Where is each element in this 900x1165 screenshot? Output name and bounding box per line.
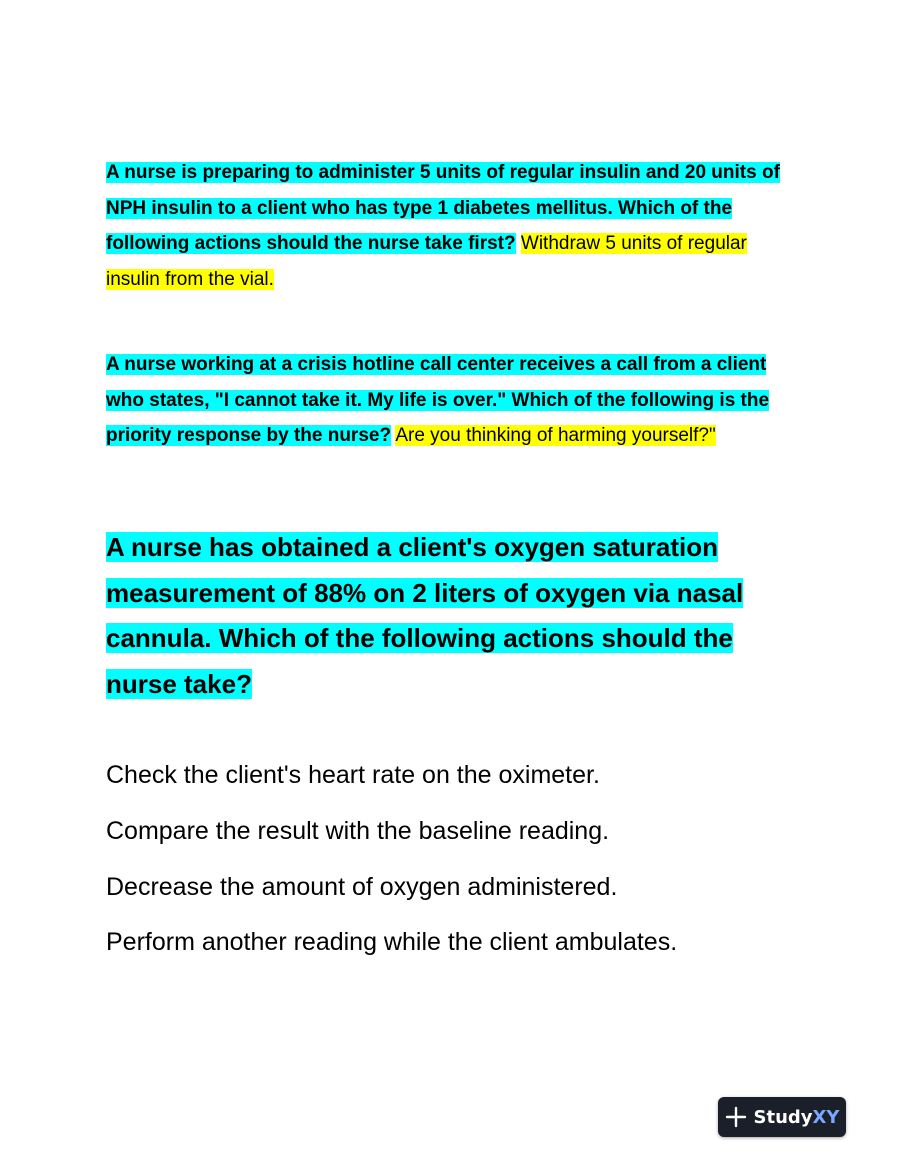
answer-option: Perform another reading while the client ambulates. (106, 928, 678, 956)
question-1 (106, 155, 806, 297)
question-2-text: A nurse working at a crisis hotline call center receives a call from a client who states, "I cannot take it. My life is over." Which of the following is the priority response by the nurse? (106, 354, 770, 446)
answer-option: Compare the result with the baseline reading. (106, 817, 610, 845)
badge-brand-xy: XY (812, 1106, 840, 1128)
question-1-text: A nurse is preparing to administer 5 units of regular insulin and 20 units of NPH insulin to a client who has type 1 diabetes mellitus. Which of the following actions should the nurse take first? (106, 162, 780, 254)
plus-icon (725, 1106, 747, 1128)
question-1-answer: Withdraw 5 units of regular insulin from the vial. (106, 233, 747, 290)
badge-brand (754, 1107, 840, 1128)
question-2-answer: Are you thinking of harming yourself?" (395, 425, 716, 446)
badge-brand-study: Study (753, 1106, 813, 1128)
studyxy-badge[interactable] (718, 1097, 846, 1137)
question-2 (106, 347, 806, 454)
question-3-text: A nurse has obtained a client's oxygen saturation measurement of 88% on 2 liters of oxygen via nasal cannula. Which of the following actions should the nurse take? (106, 532, 744, 699)
answer-option: Check the client's heart rate on the oximeter. (106, 761, 600, 789)
answer-option: Decrease the amount of oxygen administered. (106, 873, 618, 901)
question-3 (106, 525, 786, 707)
